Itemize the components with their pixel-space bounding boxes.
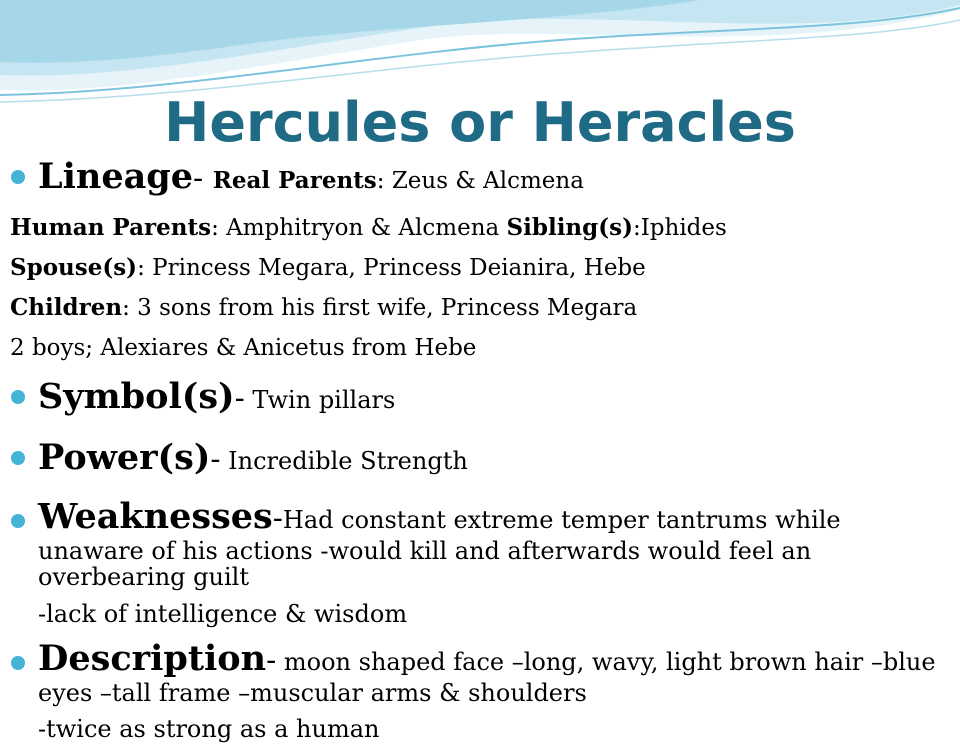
weaknesses-bullet: Weaknesses-Had constant extreme temper tantrums while unaware of his actions -would kill and afterwards would feel an overbearing guilt xyxy=(0,496,960,590)
spouse-line xyxy=(0,248,960,288)
children-extra-line: 2 boys; Alexiares & Anicetus from Hebe xyxy=(10,335,477,361)
weaknesses-heading: Weaknesses xyxy=(38,496,273,537)
power-text: Incredible Strength xyxy=(220,447,468,475)
description-bullet: Description- moon shaped face –long, wavy, light brown hair –blue eyes –tall frame –muscular arms & shoulders xyxy=(0,638,960,706)
description-extra-line: -twice as strong as a human xyxy=(38,715,380,743)
real-parents-value: : Zeus & Alcmena xyxy=(376,168,584,194)
bullet-icon xyxy=(11,514,25,528)
weaknesses-extra-line: -lack of intelligence & wisdom xyxy=(38,600,408,628)
bullet-icon xyxy=(11,390,25,404)
weaknesses-text: Had constant extreme temper tantrums while unaware of his actions -would kill and afterwards would feel an overbearing guilt xyxy=(38,506,841,591)
sibling-value: :Iphides xyxy=(632,215,727,241)
spouse-value: : Princess Megara, Princess Deianira, Hebe xyxy=(137,255,646,281)
children-label: Children xyxy=(10,294,123,321)
power-bullet: Power(s)- Incredible Strength xyxy=(0,432,960,490)
slide-title: Hercules or Heracles xyxy=(164,91,796,154)
real-parents-label: Real Parents xyxy=(212,167,377,194)
lineage-heading: Lineage xyxy=(38,156,194,197)
human-parents-value: : Amphitryon & Alcmena xyxy=(211,215,507,241)
bullet-icon xyxy=(11,656,25,670)
spouse-label: Spouse(s) xyxy=(10,254,138,281)
children-value: : 3 sons from his first wife, Princess Megara xyxy=(122,295,638,321)
symbol-text: Twin pillars xyxy=(244,386,396,414)
sibling-label: Sibling(s) xyxy=(506,214,633,241)
description-text: moon shaped face –long, wavy, light brown hair –blue eyes –tall frame –muscular arms & shoulders xyxy=(38,648,936,707)
symbol-bullet: Symbol(s)- Twin pillars xyxy=(0,368,960,432)
lineage-bullet: Lineage- Real Parents: Zeus & Alcmena xyxy=(0,152,960,208)
human-parents-label: Human Parents xyxy=(10,214,212,241)
slide-body xyxy=(0,152,960,752)
bullet-icon xyxy=(11,451,25,465)
bullet-icon xyxy=(11,170,25,184)
power-heading: Power(s) xyxy=(38,437,211,478)
children-line xyxy=(0,288,960,328)
description-heading: Description xyxy=(38,638,267,679)
symbol-heading: Symbol(s) xyxy=(38,376,235,417)
human-parents-line xyxy=(0,208,960,248)
